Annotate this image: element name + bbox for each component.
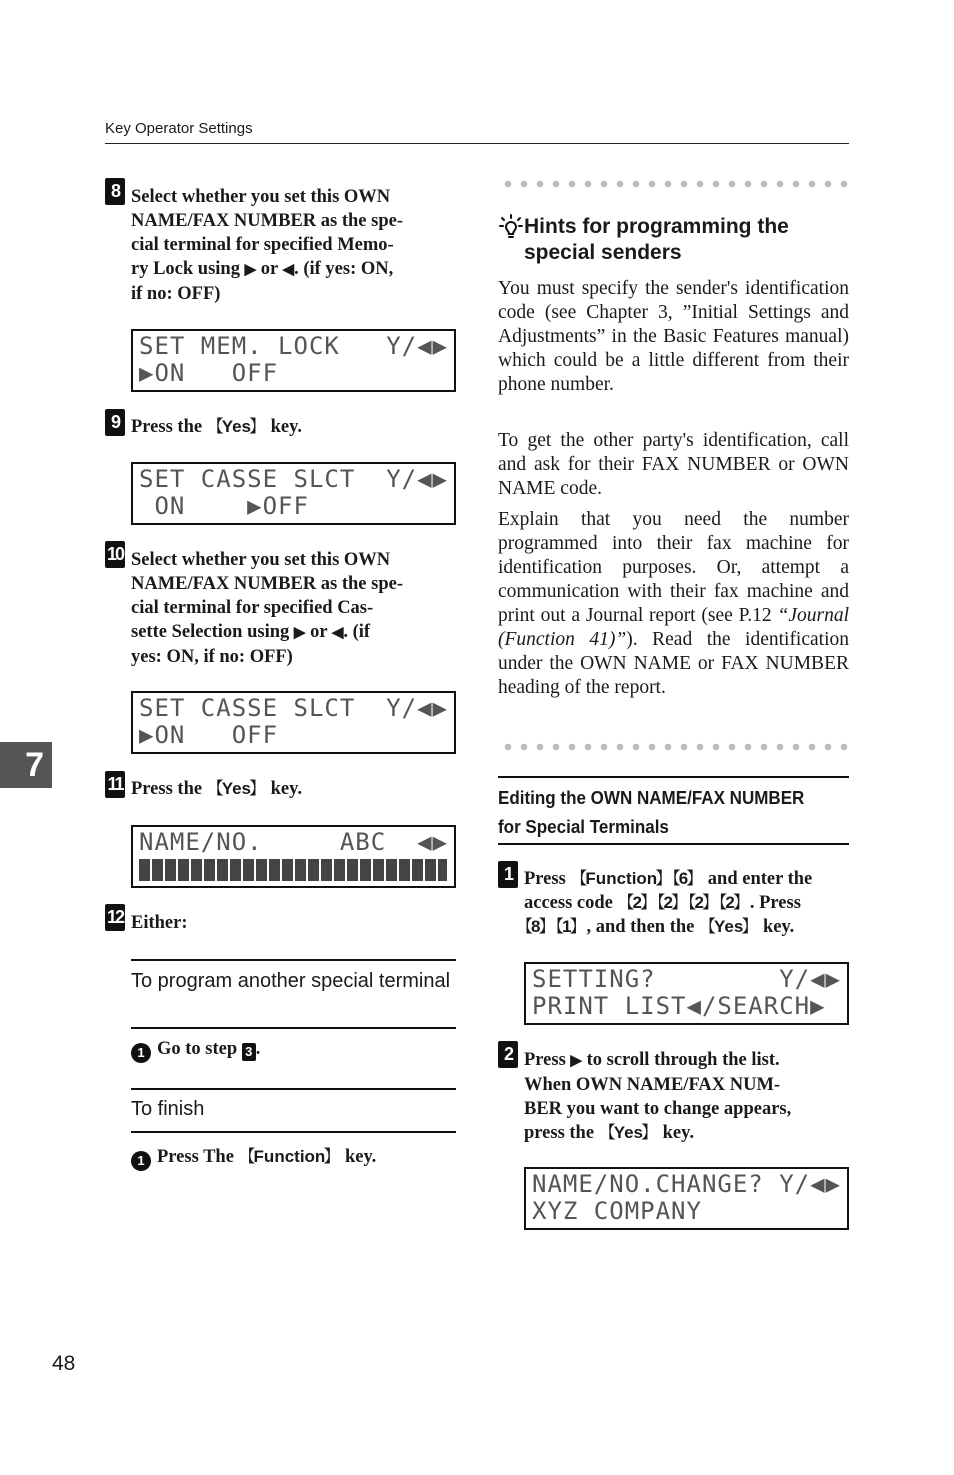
lightbulb-icon [499,214,523,240]
option-title-another-terminal: To program another special terminal [131,970,451,992]
step-2-text: Press ▶ to scroll through the list. When OWN NAME/FAX NUM- BER you want to change appears, press the 【 Yes 】 key. [524,1048,849,1145]
right-arrow-icon: ▶ [293,625,306,641]
key-6: 【 6 】 [672,869,703,888]
function-key: 【 Function 】 [239,1147,341,1166]
lcd-display-setting [524,962,849,1025]
page-number: 48 [52,1352,76,1375]
hint-paragraph-1: You must specify the sender's identification code (see Chapter 3, ”Initial Settings and Adjustments” in the Basic Features manual) which could be a little different from their phone number. [498,278,849,395]
journal-reference[interactable]: “Journal (Function 41)” [498,605,849,650]
header-rule [105,143,849,144]
yes-key: 【 Yes 】 [207,779,266,798]
step-10-line: NAME/FAX NUMBER as the spe- [131,574,403,594]
step-8-text [131,185,457,306]
right-arrow-icon: ▶ [570,1053,582,1069]
right-arrow-icon: ▶ [244,262,257,278]
lcd-display-name-no [131,825,456,888]
key-8: 【 8 】 [516,917,555,936]
left-arrow-icon: ◀ [282,262,295,278]
step-number-8: 8 [105,178,125,205]
step-number-10: 10 [105,541,125,568]
step-number-12: 12 [105,904,125,931]
option-rule [131,1131,456,1133]
lcd-line-2: ▶ON OFF [139,721,279,749]
step-1-text: Press 【 Function 】【 6 】 and enter the access code 【 2 】【 2 】【 2 】【 2 】 . Press 【 8 】【 1 】 , and then the 【 Yes 】 key. [524,867,849,939]
step-8-line: Select whether you set this OWN [131,187,391,207]
step-10-line: yes: ON, if no: OFF) [131,647,293,667]
lcd-display-casse-slct-off [131,462,456,525]
lcd-display-name-change [524,1167,849,1230]
step-10-line: cial terminal for specified Cas- [131,598,374,618]
step-8-line: ry Lock using ▶ or ◀. (if yes: ON, [131,259,394,279]
option-rule [131,1027,456,1029]
lcd-line-1: SETTING? Y/◀▶ [532,965,841,993]
step-reference-icon: 3 [242,1043,256,1061]
yes-key: 【 Yes 】 [699,917,758,936]
option-rule [131,959,456,961]
section-rule-top [498,776,849,778]
step-number-11: 11 [105,771,125,798]
option-rule [131,1088,456,1090]
bullet-number: 1 [131,1151,151,1171]
section-rule-bottom [498,843,849,845]
step-9-text: Press the 【 Yes 】 key. [131,415,302,439]
lcd-line-1: SET CASSE SLCT Y/◀▶ [139,694,448,722]
hint-paragraph-3: Explain that you need the number programmed into their fax machine for identification purposes. Or, attempt a communication with their fax machine and print out a Journal report (see P.12 “Journal (Function 41)”). Read the identification under the OWN NAME or FAX NUMBER heading of the report. [498,509,849,698]
section-title: Editing the OWN NAME/FAX NUMBER for Special Terminals [498,787,805,837]
lcd-line-1: NAME/NO.CHANGE? Y/◀▶ [532,1170,841,1198]
bullet-number: 1 [131,1043,151,1063]
lcd-block-cursor-row [139,859,447,881]
step-number-2: 2 [498,1041,518,1068]
step-10-line: sette Selection using ▶ or ◀. (if [131,622,371,642]
lcd-line-2: XYZ COMPANY [532,1197,702,1225]
option-title-to-finish: To finish [131,1098,205,1120]
step-number-1: 1 [498,861,518,888]
lcd-display-mem-lock [131,329,456,392]
step-8-line: if no: OFF) [131,284,221,304]
step-10-text [131,548,457,669]
key-2: 【 2 】 [688,893,719,912]
step-12-text: Either: [131,913,188,933]
lcd-line-1: SET MEM. LOCK Y/◀▶ [139,332,448,360]
hint-top-dots [500,180,851,188]
left-arrow-icon: ◀ [331,625,344,641]
hint-bottom-dots [500,743,851,751]
yes-key: 【 Yes 】 [207,417,266,436]
key-1: 【 1 】 [555,917,586,936]
chapter-tab: 7 [0,742,52,788]
key-2: 【 2 】 [618,893,657,912]
step-11-text: Press the 【 Yes 】 key. [131,777,302,801]
step-8-line: NAME/FAX NUMBER as the spe- [131,211,403,231]
step-8-line: cial terminal for specified Memo- [131,235,394,255]
running-header: Key Operator Settings [105,120,253,137]
option-1-instruction: 1 Go to step 3 . [131,1039,260,1063]
step-number-9: 9 [105,409,125,436]
lcd-line-2: ON ▶OFF [139,492,309,520]
function-key: 【 Function 】 [570,869,672,888]
lcd-line-1: SET CASSE SLCT Y/◀▶ [139,465,448,493]
lcd-line-2: PRINT LIST◀/SEARCH▶ [532,992,826,1020]
lcd-line-2: ▶ON OFF [139,359,279,387]
lcd-display-casse-slct-on [131,691,456,754]
yes-key: 【 Yes 】 [599,1123,658,1142]
hint-title: Hints for programming the special senders [524,215,789,264]
hint-paragraph-2: To get the other party's identification, call and ask for their FAX NUMBER or OWN NAME code. [498,430,849,499]
lcd-line-1: NAME/NO. ABC ◀▶ [139,828,448,856]
step-10-line: Select whether you set this OWN [131,550,391,570]
key-2: 【 2 】 [657,893,688,912]
option-2-instruction: 1 Press The 【 Function 】 key. [131,1142,376,1171]
key-2: 【 2 】 [719,893,750,912]
